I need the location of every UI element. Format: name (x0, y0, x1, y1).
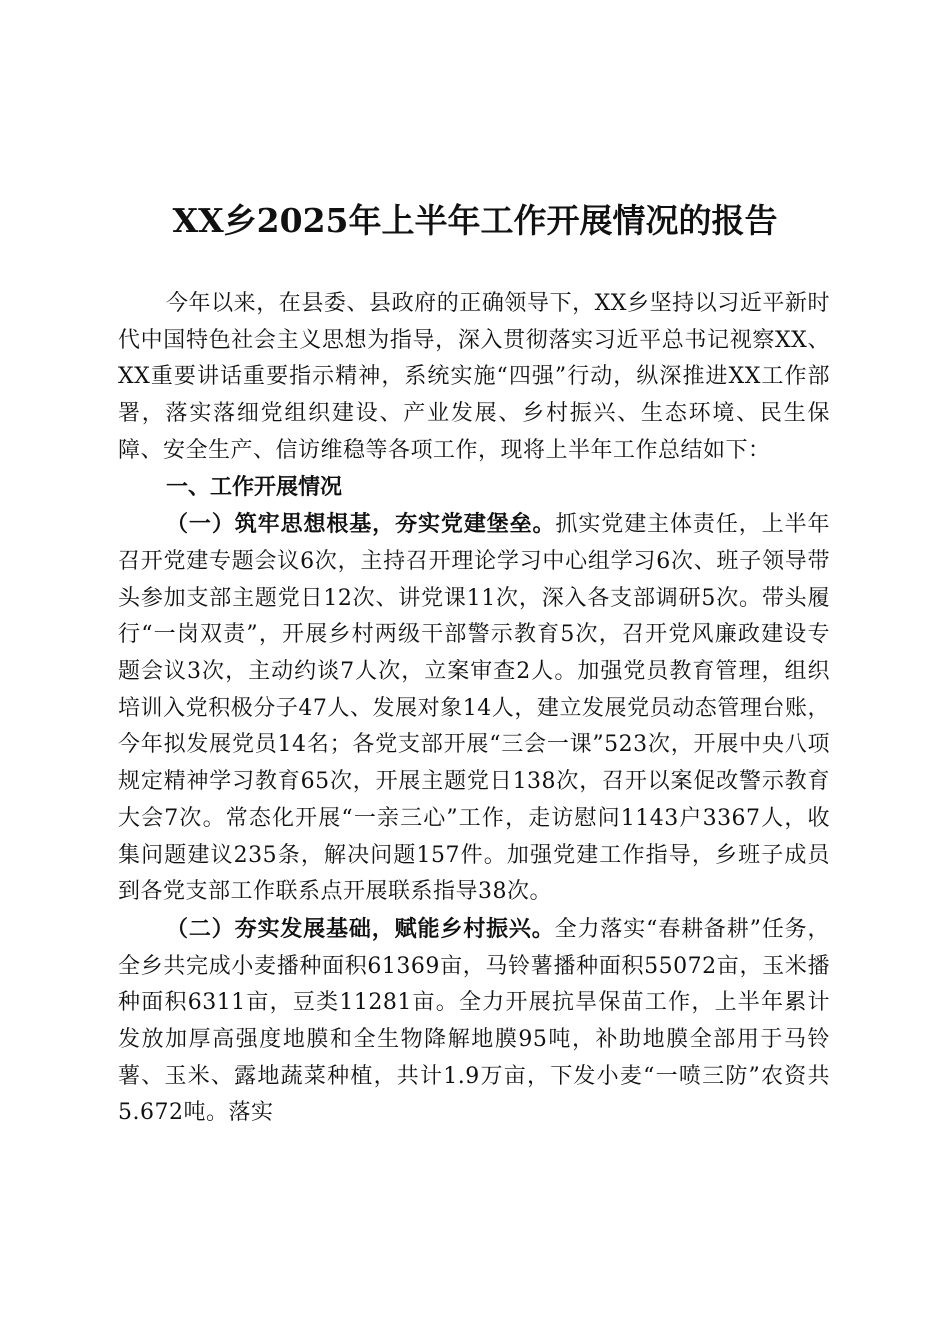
intro-paragraph: 今年以来，在县委、县政府的正确领导下，XX乡坚持以习近平新时代中国特色社会主义思想为指导，深入贯彻落实习近平总书记视察XX、XX重要讲话重要指示精神，系统实施“四强”行动，纵深推进XX工作部署，落实落细党组织建设、产业发展、乡村振兴、生态环境、民生保障、安全生产、信访维稳等各项工作，现将上半年工作总结如下： (118, 291, 830, 463)
subsection-party-building-lead: （一）筑牢思想根基，夯实党建堡垒。 (166, 511, 556, 538)
document-body (118, 286, 830, 1132)
subsection-party-building-text: 抓实党建主体责任，上半年召开党建专题会议6次，主持召开理论学习中心组学习6次、班子领导带头参加支部主题党日12次、讲党课11次，深入各支部调研5次。带头履行“一岗双责”，开展乡村两级干部警示教育5次，召开党风廉政建设专题会议3次，主动约谈7人次，立案审查2人。加强党员教育管理，组织培训入党积极分子47人、发展对象14人，建立发展党员动态管理台账，今年拟发展党员14名；各党支部开展“三会一课”523次，开展中央八项规定精神学习教育65次，开展主题党日138次，召开以案促改警示教育大会7次。常态化开展“一亲三心”工作，走访慰问1143户3367人，收集问题建议235条，解决问题157件。加强党建工作指导，乡班子成员到各党支部工作联系点开展联系指导38次。 (118, 512, 830, 905)
subsection-rural-revitalization-lead: （二）夯实发展基础，赋能乡村振兴。 (166, 915, 555, 942)
section-heading-work-status: 一、工作开展情况 (166, 474, 343, 500)
subsection-party-building (118, 506, 830, 911)
subsection-rural-revitalization (118, 911, 830, 1132)
subsection-rural-revitalization-text: 全力落实“春耕备耕”任务，全乡共完成小麦播种面积61369亩，马铃薯播种面积55072亩，玉米播种面积6311亩，豆类11281亩。全力开展抗旱保苗工作，上半年累计发放加厚高强度地膜和全生物降解地膜95吨，补助地膜全部用于马铃薯、玉米、露地蔬菜种植，共计1.9万亩，下发小麦“一喷三防”农资共5.672吨。落实 (118, 916, 830, 1126)
document-title: XX乡2025年上半年工作开展情况的报告 (172, 201, 778, 240)
